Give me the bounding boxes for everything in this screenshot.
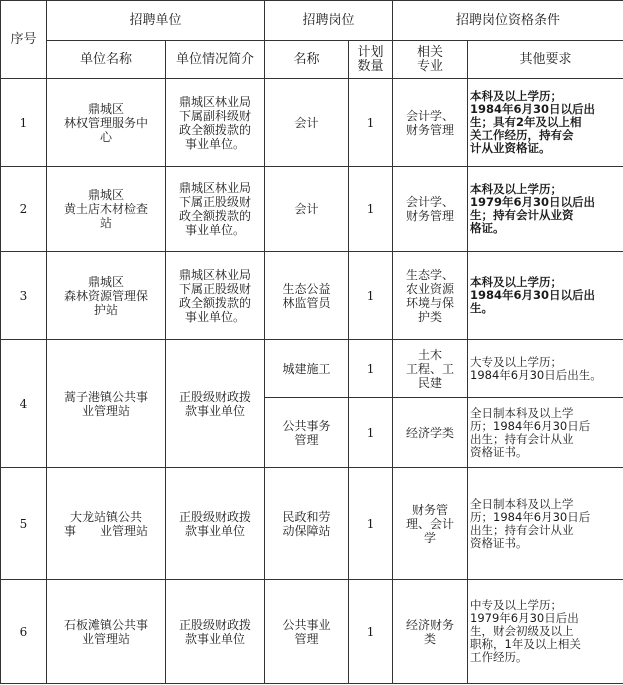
unit-intro-cell: 鼎城区林业局 下属正股级财 政全额拨款的 事业单位。 — [166, 252, 265, 340]
other-req-cell: 中专及以上学历； 1979年6月30日后出 生，财会初级及以上 职称，1年及以上相关 工作经历。 — [468, 580, 623, 684]
other-req-cell: 本科及以上学历； 1984年6月30日以后出 生。 — [468, 252, 623, 340]
other-req-cell: 全日制本科及以上学 历；1984年6月30日后 出生；持有会计从业 资格证书。 — [468, 398, 623, 468]
major-cell: 经济财务 类 — [393, 580, 468, 684]
unit-name-cell: 大龙站镇公共 事 业管理站 — [47, 468, 166, 580]
header-seq: 序号 — [1, 1, 47, 79]
unit-name-cell: 鼎城区 森林资源管理保 护站 — [47, 252, 166, 340]
unit-name-cell: 石板滩镇公共事 业管理站 — [47, 580, 166, 684]
plan-count-cell: 1 — [349, 167, 393, 252]
row-seq: 6 — [1, 580, 47, 684]
row-seq: 1 — [1, 79, 47, 167]
plan-count-cell: 1 — [349, 398, 393, 468]
row-seq: 4 — [1, 340, 47, 468]
unit-intro-cell: 鼎城区林业局 下属正股级财 政全额拨款的 事业单位。 — [166, 167, 265, 252]
table-row — [1, 340, 623, 398]
major-cell: 土木 工程、工 民建 — [393, 340, 468, 398]
other-req-cell: 本科及以上学历； 1984年6月30日以后出 生；具有2年及以上相 关工作经历，持有会 计从业资格证。 — [468, 79, 623, 167]
post-name-cell: 民政和劳 动保障站 — [265, 468, 349, 580]
header-unit-name: 单位名称 — [47, 41, 166, 79]
unit-name-cell: 鼎城区 林权管理服务中 心 — [47, 79, 166, 167]
plan-count-cell: 1 — [349, 340, 393, 398]
other-req-cell: 全日制本科及以上学 历；1984年6月30日后 出生；持有会计从业 资格证书。 — [468, 468, 623, 580]
table-row — [1, 252, 623, 340]
post-name-cell: 会计 — [265, 79, 349, 167]
post-name-cell: 公共事业 管理 — [265, 580, 349, 684]
unit-name-cell: 蒿子港镇公共事 业管理站 — [47, 340, 166, 468]
header-qual-group: 招聘岗位资格条件 — [393, 1, 623, 41]
unit-intro-cell: 正股级财政拨 款事业单位 — [166, 580, 265, 684]
unit-name-cell: 鼎城区 黄土店木材检查 站 — [47, 167, 166, 252]
table-row — [1, 468, 623, 580]
plan-count-cell: 1 — [349, 252, 393, 340]
table-row — [1, 580, 623, 684]
unit-intro-cell: 正股级财政拨 款事业单位 — [166, 340, 265, 468]
major-cell: 会计学、 财务管理 — [393, 79, 468, 167]
major-cell: 财务管 理、会计 学 — [393, 468, 468, 580]
post-name-cell: 公共事务 管理 — [265, 398, 349, 468]
header-post-name: 名称 — [265, 41, 349, 79]
header-post-group: 招聘岗位 — [265, 1, 393, 41]
header-unit-intro: 单位情况简介 — [166, 41, 265, 79]
other-req-cell: 大专及以上学历； 1984年6月30日后出生。 — [468, 340, 623, 398]
table-row — [1, 167, 623, 252]
post-name-cell: 城建施工 — [265, 340, 349, 398]
major-cell: 生态学、 农业资源 环境与保 护类 — [393, 252, 468, 340]
header-unit-group: 招聘单位 — [47, 1, 265, 41]
major-cell: 会计学、 财务管理 — [393, 167, 468, 252]
row-seq: 2 — [1, 167, 47, 252]
plan-count-cell: 1 — [349, 468, 393, 580]
post-name-cell: 生态公益 林监管员 — [265, 252, 349, 340]
header-major: 相关 专业 — [393, 41, 468, 79]
table-row — [1, 79, 623, 167]
header-other-req: 其他要求 — [468, 41, 623, 79]
plan-count-cell: 1 — [349, 79, 393, 167]
other-req-cell: 本科及以上学历； 1979年6月30日以后出 生；持有会计从业资 格证。 — [468, 167, 623, 252]
header-plan-count: 计划 数量 — [349, 41, 393, 79]
plan-count-cell: 1 — [349, 580, 393, 684]
row-seq: 3 — [1, 252, 47, 340]
row-seq: 5 — [1, 468, 47, 580]
major-cell: 经济学类 — [393, 398, 468, 468]
post-name-cell: 会计 — [265, 167, 349, 252]
unit-intro-cell: 正股级财政拨 款事业单位 — [166, 468, 265, 580]
unit-intro-cell: 鼎城区林业局 下属副科级财 政全额拨款的 事业单位。 — [166, 79, 265, 167]
